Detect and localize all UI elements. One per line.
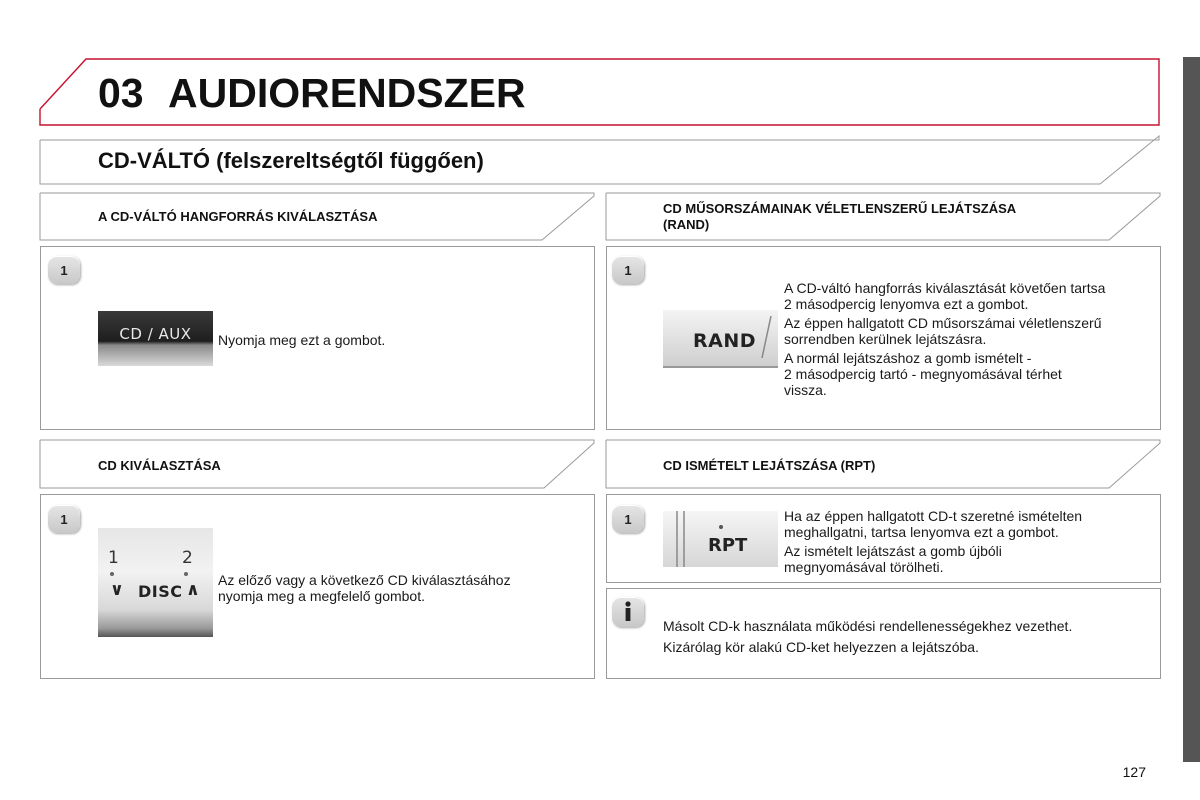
disc-dot-left (110, 572, 114, 576)
info-icon (612, 597, 644, 627)
chevron-down-icon: ∨ (110, 580, 124, 600)
rand-button-image (663, 310, 778, 368)
heading-random-play: CD MŰSORSZÁMAINAK VÉLETLENSZERŰ LEJÁTSZÁSA (RAND) (663, 201, 1017, 232)
rpt-button-label: RPT (708, 535, 748, 556)
step-badge: 1 (612, 256, 644, 284)
rpt-button-image (663, 511, 778, 567)
disc-dot-right (184, 572, 188, 576)
disc-number-2: 2 (182, 548, 193, 568)
chapter-title: AUDIORENDSZER (168, 70, 526, 116)
info-note: Másolt CD-k használata működési rendellenességekhez vezethet. Kizárólag kör alakú CD-ket helyezzen a lejátszóba. (663, 618, 1073, 655)
step-badge: 1 (612, 505, 644, 533)
section-title: CD-VÁLTÓ (felszereltségtől függően) (98, 148, 484, 173)
chevron-up-icon: ∧ (186, 580, 200, 600)
step-badge: 1 (48, 256, 80, 284)
chapter-side-tab (1183, 57, 1200, 762)
page-number: 127 (1122, 764, 1146, 780)
rand-instructions: A CD-váltó hangforrás kiválasztását követően tartsa 2 másodpercig lenyomva ezt a gombot. Az éppen hallgatott CD műsorszámai véletlenszerű sorrendben kerülnek lejátszásra. A normál lejátszáshoz a gomb ismételt - 2 másodpercig tartó - megnyomásával térhet vissza. (784, 280, 1106, 398)
heading-repeat-play: CD ISMÉTELT LEJÁTSZÁSA (RPT) (663, 458, 876, 473)
rpt-dot (719, 525, 723, 529)
disc-number-1: 1 (108, 548, 119, 568)
cd-aux-button-label: CD / AUX (119, 325, 192, 343)
cd-aux-button-image (98, 311, 213, 366)
disc-button-label: DISC (138, 582, 183, 601)
disc-button-image (98, 528, 213, 637)
rand-button-label: RAND (693, 330, 757, 352)
rpt-instructions: Ha az éppen hallgatott CD-t szeretné ismételten meghallgatni, tartsa lenyomva ezt a gombot. Az ismételt lejátszást a gomb újbóli megnyomásával törölheti. (784, 508, 1083, 575)
step-badge: 1 (48, 505, 80, 533)
heading-cd-selection: CD KIVÁLASZTÁSA (98, 458, 221, 473)
divider-stroke-icon (671, 511, 691, 567)
cd-aux-instruction: Nyomja meg ezt a gombot. (218, 332, 386, 348)
heading-cd-changer-source: A CD-VÁLTÓ HANGFORRÁS KIVÁLASZTÁSA (98, 209, 378, 224)
disc-instruction: Az előző vagy a következő CD kiválasztásához nyomja meg a megfelelő gombot. (218, 572, 511, 604)
chapter-number: 03 (98, 70, 144, 116)
divider-stroke-icon (759, 314, 773, 360)
